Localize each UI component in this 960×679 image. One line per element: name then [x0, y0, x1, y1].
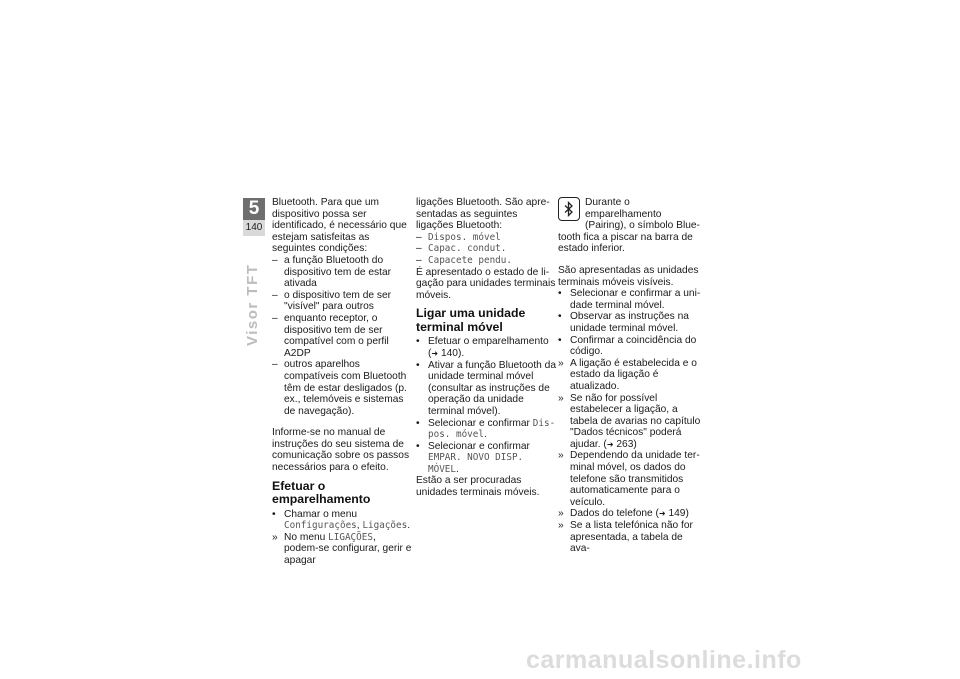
page-ref: 140: [440, 347, 458, 359]
connection-item: – Dispos. móvel: [416, 231, 501, 243]
result-marker: »: [558, 508, 564, 520]
heading-pairing: Efetuar o emparelhamento: [272, 478, 371, 507]
page-number: 140: [243, 220, 265, 236]
result-item: » No menu LIGAÇÕES, podem-se configurar, gerir e apagar: [272, 531, 412, 567]
dash-marker: –: [272, 359, 278, 371]
page-ref-arrow-icon: ➜: [606, 439, 614, 449]
bullet-marker: •: [416, 336, 420, 348]
menu-name: Configurações: [284, 520, 357, 532]
bullet-marker: •: [416, 359, 420, 371]
result-item: » Dados do telefone (➜ 149): [558, 508, 689, 520]
condition-item: – a função Bluetooth do dispositivo tem de estar ativada: [272, 254, 392, 290]
connect-steps: [416, 336, 556, 475]
step-item: • Confirmar a coincidência do código.: [558, 334, 697, 358]
step-item: • Selecionar e confirmar Dispos. móvel.: [416, 417, 556, 441]
result-marker: »: [558, 520, 564, 532]
chapter-number: 5: [243, 198, 265, 220]
connection-item: – Capacete pendu.: [416, 254, 512, 266]
menu-name: Dispos. móvel: [428, 417, 556, 441]
page-ref: 263: [616, 438, 634, 450]
connection-item: – Capac. condut.: [416, 243, 507, 255]
section-title-vertical: [236, 263, 270, 346]
col2-intro: ligações Bluetooth. São apresentadas as seguintes ligações Bluetooth:: [416, 197, 550, 232]
result-item: » Dependendo da unidade terminal móvel, os dados do telefone são transmitidos automaticamente para o veículo.: [558, 450, 700, 508]
condition-item: – o dispositivo tem de ser "visível" para outros: [272, 289, 392, 313]
dash-marker: –: [272, 289, 278, 301]
condition-item: – enquanto receptor, o dispositivo tem de ser compatível com o perfil A2DP: [272, 312, 389, 359]
column-3: [558, 197, 703, 555]
page-ref-arrow-icon: ➜: [431, 348, 439, 358]
bluetooth-icon: [558, 197, 580, 221]
step-item: • Observar as instruções na unidade terminal móvel.: [558, 311, 689, 334]
watermark: carmanualsonline.info: [526, 646, 802, 674]
device-steps: [558, 288, 703, 555]
dash-marker: –: [416, 254, 422, 266]
step-item: • Ativar a função Bluetooth da unidade terminal móvel (consultar as instruções de operação da unidade terminal móvel).: [416, 359, 556, 417]
menu-name: Ligações: [362, 520, 408, 532]
result-item: » Se não for possível estabelecer a ligação, a tabela de avarias no capítulo "Dados técnicos" poderá ajudar. (➜ 263): [558, 392, 701, 450]
column-1: [272, 197, 412, 567]
result-item: » A ligação é estabelecida e o estado da ligação é atualizado.: [558, 357, 697, 392]
menu-name: EMPAR. NOVO DISP. MÓVEL: [428, 452, 524, 475]
conditions-list: [272, 255, 412, 417]
column-2: [416, 197, 556, 499]
step-item: • Efetuar o emparelhamento (➜ 140).: [416, 336, 549, 359]
bullet-marker: •: [558, 311, 562, 323]
dash-marker: –: [416, 231, 422, 243]
result-marker: »: [558, 392, 564, 404]
section-title-text: Visor TFT: [244, 263, 261, 346]
page-ref-arrow-icon: ➜: [658, 509, 666, 519]
heading-connect: Ligar uma unidade terminal móvel: [416, 306, 526, 334]
bullet-marker: •: [416, 417, 420, 429]
bullet-marker: •: [272, 508, 276, 520]
dash-marker: –: [272, 254, 278, 266]
condition-item: – outros aparelhos compatíveis com Bluetooth têm de estar desligados (p. ex., telemóveis e sistemas de navegação).: [272, 359, 407, 417]
step-item: • Selecionar e confirmar a unidade terminal móvel.: [558, 288, 701, 311]
col1-info: Informe-se no manual de instruções do seu sistema de comunicação sobre os passos necessários para o efeito.: [272, 427, 410, 474]
result-marker: »: [558, 357, 564, 369]
col2-result: Estão a ser procuradas unidades terminais móveis.: [416, 475, 540, 499]
pairing-steps: [272, 509, 412, 567]
bullet-marker: •: [558, 288, 562, 300]
col1-intro: Bluetooth. Para que um dispositivo possa ser identificado, é necessário que estejam satisfeitas as seguintes condições:: [272, 197, 407, 255]
dash-marker: –: [272, 312, 278, 324]
result-marker: »: [272, 531, 278, 543]
step-item: • Selecionar e confirmar EMPAR. NOVO DISP. MÓVEL.: [416, 440, 530, 475]
menu-name: LIGAÇÕES: [328, 531, 373, 543]
step-item: • Chamar o menu Configurações, Ligações.: [272, 508, 411, 532]
dash-marker: –: [416, 243, 422, 255]
bullet-marker: •: [558, 334, 562, 346]
col3-shown: São apresentadas as unidades terminais móveis visíveis.: [558, 264, 699, 288]
bullet-marker: •: [416, 440, 420, 452]
chapter-tab: [243, 198, 265, 236]
result-item: » Se a lista telefónica não for apresentada, a tabela de ava-: [558, 520, 693, 555]
bluetooth-note: Durante o emparelhamento (Pairing), o símbolo Bluetooth fica a piscar na barra de estado inferior.: [558, 197, 700, 255]
page-ref: 149: [668, 508, 686, 520]
result-marker: »: [558, 450, 564, 462]
col2-status: É apresentado o estado de ligação para unidades terminais móveis.: [416, 266, 556, 301]
